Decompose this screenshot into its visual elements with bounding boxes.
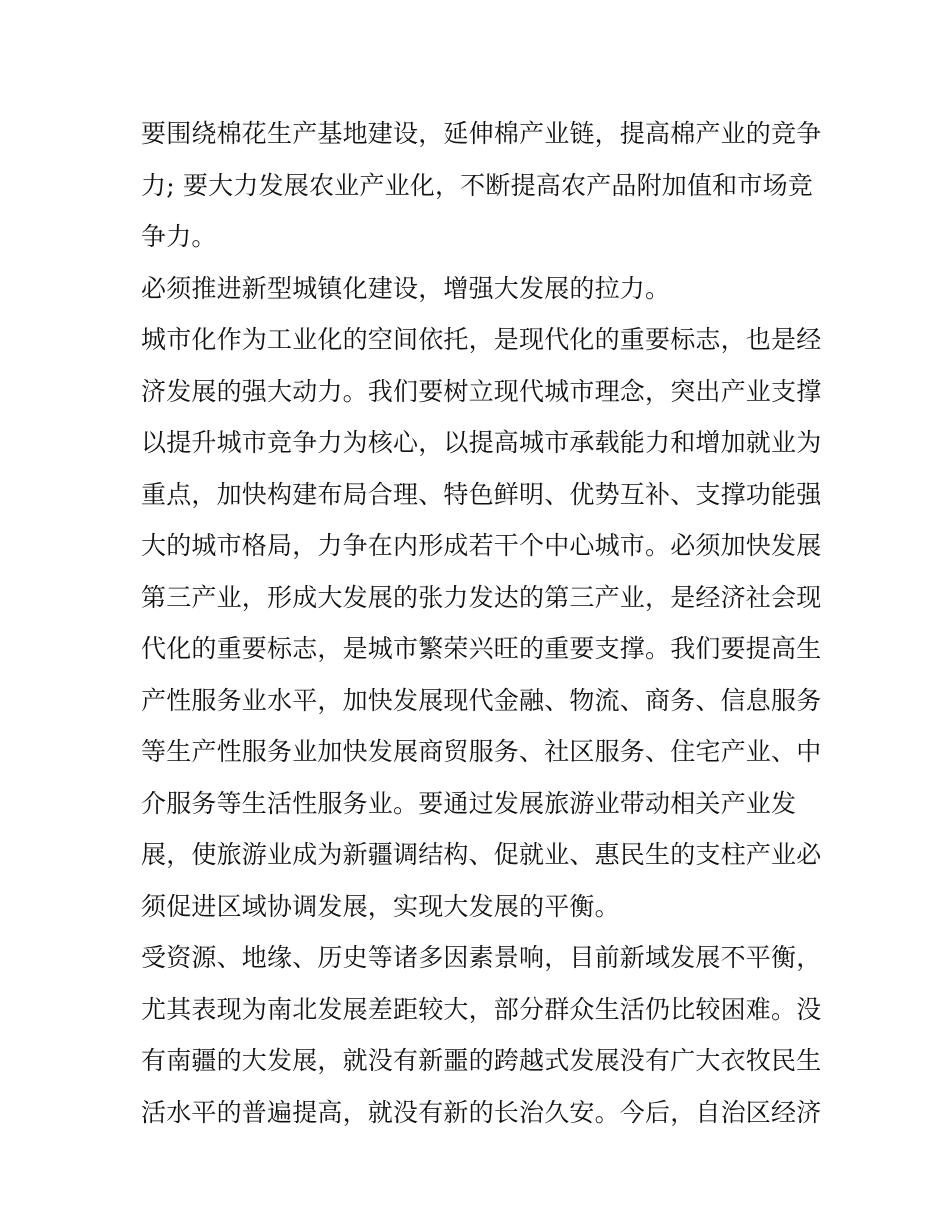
text-line: 尤其表现为南北发展差距较大，部分群众生活仍比较困难。没 [141, 994, 822, 1024]
text-line: 大的城市格局，力争在内形成若干个中心城市。必须加快发展 [141, 531, 822, 560]
text-line: 受资源、地缘、历史等诸多因素景响，目前新域发展不平衡， [141, 943, 822, 972]
text-line: 济发展的强大动力。我们要树立现代城市理念，突出产业支撑 [141, 376, 822, 406]
text-line: 须促进区域协调发展，实现大发展的平衡。 [141, 891, 620, 921]
text-line: 产性服务业水平，加快发展现代金融、物流、商务、信息服务 [141, 685, 822, 715]
text-line: 争力。 [141, 222, 217, 251]
text-line: 重点，加快构建布局合理、特色鲜明、优势互补、支撑功能强 [141, 479, 822, 509]
text-line: 城市化作为工业化的空间依托，是现代化的重要标志，也是经 [141, 325, 822, 354]
text-line: 有南疆的大发展，就没有新噩的跨越式发展没有广大衣牧民生 [141, 1046, 822, 1075]
text-line: 第三产业，形成大发展的张力发达的第三产业，是经济社会现 [141, 582, 822, 612]
text-line: 必须推进新型城镇化建设，增强大发展的拉力。 [141, 273, 671, 303]
text-line: 展，使旅游业成为新疆调结构、促就业、惠民生的支柱产业必 [141, 840, 822, 869]
text-line: 等生产性服务业加快发展商贸服务、社区服务、住宅产业、中 [141, 737, 822, 766]
text-line: 活水平的普遍提高，就没有新的长治久安。今后，自治区经济 [141, 1097, 822, 1127]
text-line: 代化的重要标志，是城市繁荣兴旺的重要支撑。我们要提高生 [141, 634, 822, 663]
text-line: 以提升城市竞争力为核心，以提高城市承载能力和增加就业为 [141, 428, 822, 457]
text-line: 力; 要大力发展农业产业化，不断提高农产品附加值和市场竞 [141, 170, 813, 200]
document-body [141, 108, 821, 1138]
text-line: 要围绕棉花生产基地建设，延伸棉产业链，提高棉产业的竞争 [141, 119, 822, 148]
text-line: 介服务等生活性服务业。要通过发展旅游业带动相关产业发 [141, 788, 797, 818]
